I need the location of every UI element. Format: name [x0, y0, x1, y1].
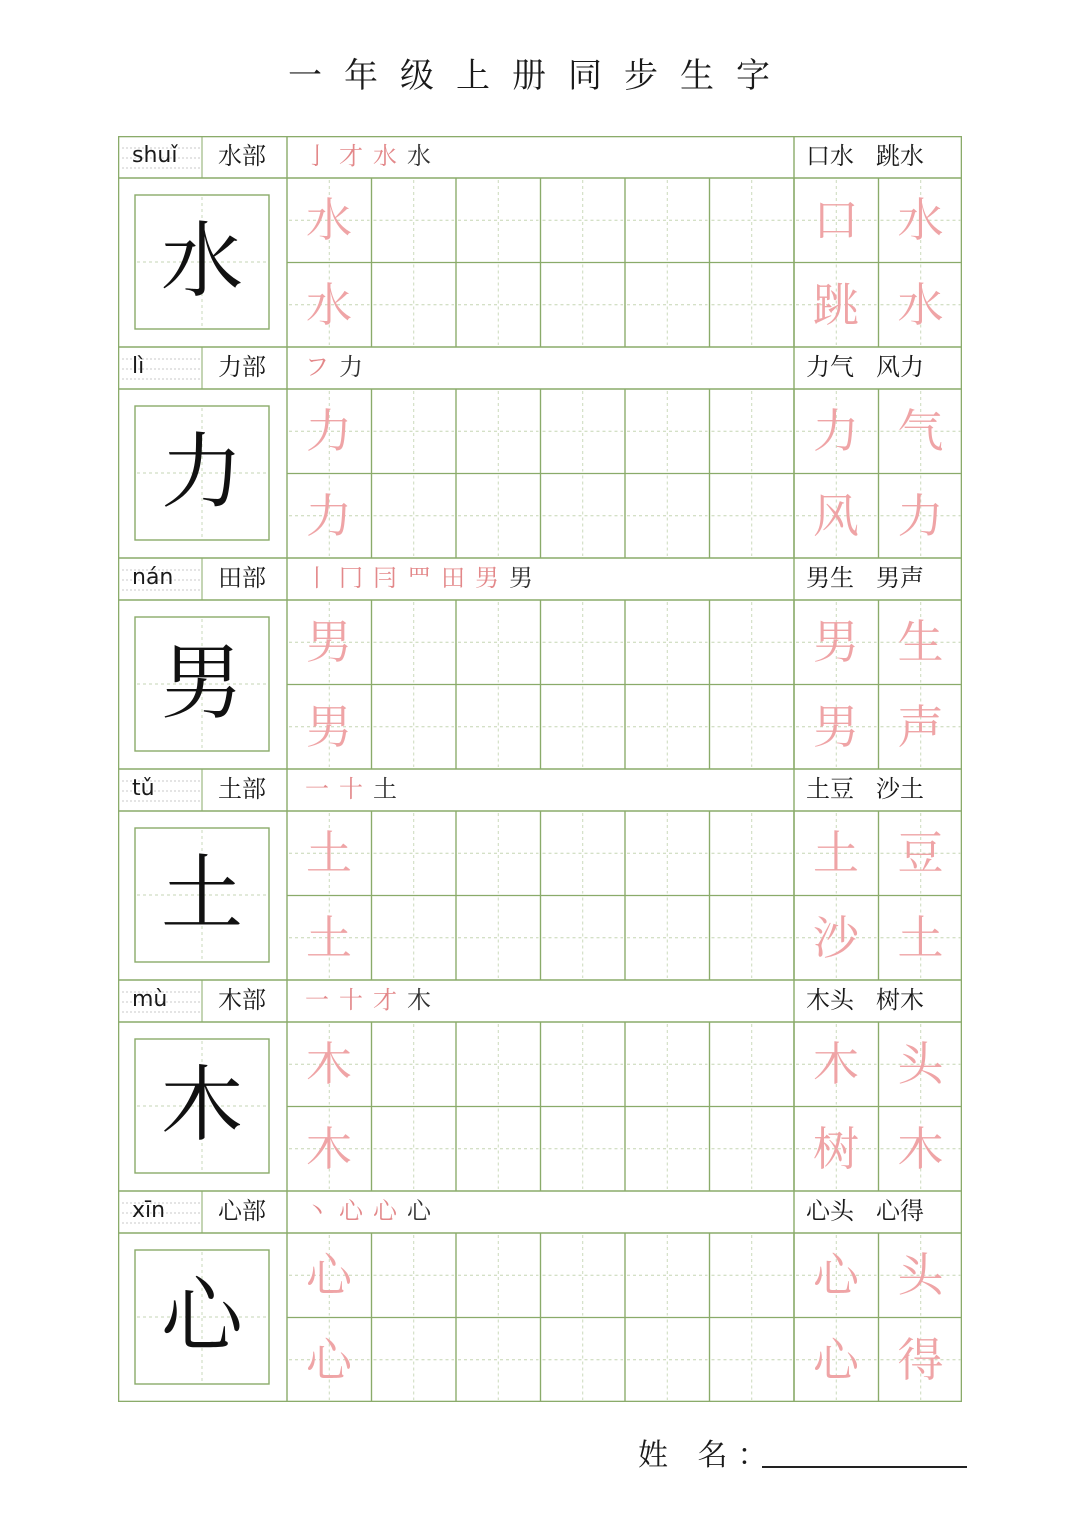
stroke-step: 亅 [305, 142, 339, 170]
word-trace-character: 土 [897, 910, 944, 965]
word-trace-character: 风 [813, 488, 859, 543]
trace-character: 木 [306, 1121, 352, 1176]
trace-character: 土 [306, 826, 352, 880]
stroke-step: 男 [475, 564, 509, 592]
word-trace-character: 男 [813, 615, 859, 669]
vocab-word: 心头 [806, 1197, 854, 1225]
word-trace-character: 生 [897, 615, 944, 669]
word-trace-character: 力 [897, 488, 944, 543]
trace-character: 心 [306, 1332, 352, 1387]
vocab-words [806, 136, 924, 176]
stroke-step: 一 [305, 986, 339, 1014]
word-trace-character: 沙 [813, 910, 859, 965]
vocab-word: 跳水 [876, 142, 924, 170]
word-trace-character: 水 [897, 193, 944, 247]
stroke-step: フ [305, 353, 339, 381]
vocab-words [806, 769, 924, 809]
stroke-order [305, 347, 373, 387]
stroke-step: 冃 [373, 564, 407, 592]
word-trace-character: 心 [813, 1248, 859, 1302]
pinyin-label: lì [132, 354, 145, 379]
stroke-step: 才 [373, 986, 407, 1014]
vocab-word: 沙土 [876, 775, 924, 803]
radical-label: 心部 [218, 1197, 266, 1225]
word-trace-character: 声 [897, 699, 944, 754]
stroke-order [305, 136, 441, 176]
vocab-words [806, 558, 924, 598]
pinyin-label: shuǐ [132, 143, 178, 168]
trace-character: 心 [306, 1248, 352, 1302]
name-underline[interactable] [762, 1466, 967, 1468]
stroke-step: 心 [407, 1197, 441, 1225]
stroke-step: 十 [339, 775, 373, 803]
stroke-step: 男 [509, 564, 543, 592]
model-character: 心 [160, 1269, 243, 1364]
name-label: 姓 名： [638, 1438, 778, 1473]
stroke-order [305, 769, 407, 809]
radical-label: 力部 [218, 353, 266, 381]
stroke-step: 十 [339, 986, 373, 1014]
stroke-order [305, 980, 441, 1020]
trace-character: 力 [306, 404, 352, 458]
radical-label: 土部 [218, 775, 266, 803]
pinyin-label: xīn [132, 1198, 166, 1223]
model-character: 男 [160, 636, 243, 731]
vocab-word: 土豆 [806, 775, 854, 803]
model-character: 木 [160, 1058, 243, 1153]
stroke-step: 木 [407, 986, 441, 1014]
trace-character: 男 [306, 699, 352, 754]
radical-label: 水部 [218, 142, 266, 170]
model-character: 土 [160, 847, 243, 942]
word-trace-character: 树 [813, 1121, 859, 1176]
vocab-words [806, 1191, 924, 1231]
model-character: 水 [160, 214, 243, 309]
word-trace-character: 得 [897, 1332, 944, 1387]
model-character: 力 [160, 425, 243, 520]
word-trace-character: 木 [897, 1121, 944, 1176]
word-trace-character: 气 [897, 404, 944, 458]
stroke-step: 冂 [339, 564, 373, 592]
vocab-word: 心得 [876, 1197, 924, 1225]
stroke-step: 丶 [305, 1197, 339, 1225]
page-title: 一年级上册同步生字 [288, 56, 792, 96]
vocab-word: 木头 [806, 986, 854, 1014]
stroke-step: 水 [407, 142, 441, 170]
stroke-step: 力 [339, 353, 373, 381]
stroke-order [305, 1191, 441, 1231]
stroke-step: 水 [373, 142, 407, 170]
word-trace-character: 土 [813, 826, 859, 880]
vocab-word: 口水 [806, 142, 854, 170]
trace-character: 水 [306, 193, 352, 247]
stroke-step: 罒 [407, 564, 441, 592]
trace-character: 土 [306, 910, 352, 965]
trace-character: 水 [306, 277, 352, 332]
pinyin-label: tǔ [132, 776, 155, 801]
vocab-words [806, 347, 924, 387]
pinyin-label: mù [132, 987, 168, 1012]
word-trace-character: 木 [813, 1037, 859, 1091]
radical-label: 木部 [218, 986, 266, 1014]
vocab-word: 男生 [806, 564, 854, 592]
trace-character: 木 [306, 1037, 352, 1091]
practice-sheet [118, 136, 962, 1402]
stroke-step: 才 [339, 142, 373, 170]
stroke-step: 一 [305, 775, 339, 803]
pinyin-label: nán [132, 565, 174, 590]
vocab-word: 风力 [876, 353, 924, 381]
word-trace-character: 头 [897, 1037, 944, 1091]
vocab-word: 力气 [806, 353, 854, 381]
word-trace-character: 男 [813, 699, 859, 754]
word-trace-character: 心 [813, 1332, 859, 1387]
stroke-step: 田 [441, 564, 475, 592]
word-trace-character: 豆 [897, 826, 944, 880]
stroke-step: 心 [373, 1197, 407, 1225]
vocab-words [806, 980, 924, 1020]
stroke-order [305, 558, 543, 598]
vocab-word: 树木 [876, 986, 924, 1014]
trace-character: 男 [306, 615, 352, 669]
trace-character: 力 [306, 488, 352, 543]
stroke-step: 土 [373, 775, 407, 803]
word-trace-character: 水 [897, 277, 944, 332]
word-trace-character: 力 [813, 404, 859, 458]
word-trace-character: 头 [897, 1248, 944, 1302]
word-trace-character: 跳 [813, 277, 859, 332]
radical-label: 田部 [218, 564, 266, 592]
word-trace-character: 口 [813, 193, 859, 247]
stroke-step: 心 [339, 1197, 373, 1225]
stroke-step: 丨 [305, 564, 339, 592]
vocab-word: 男声 [876, 564, 924, 592]
